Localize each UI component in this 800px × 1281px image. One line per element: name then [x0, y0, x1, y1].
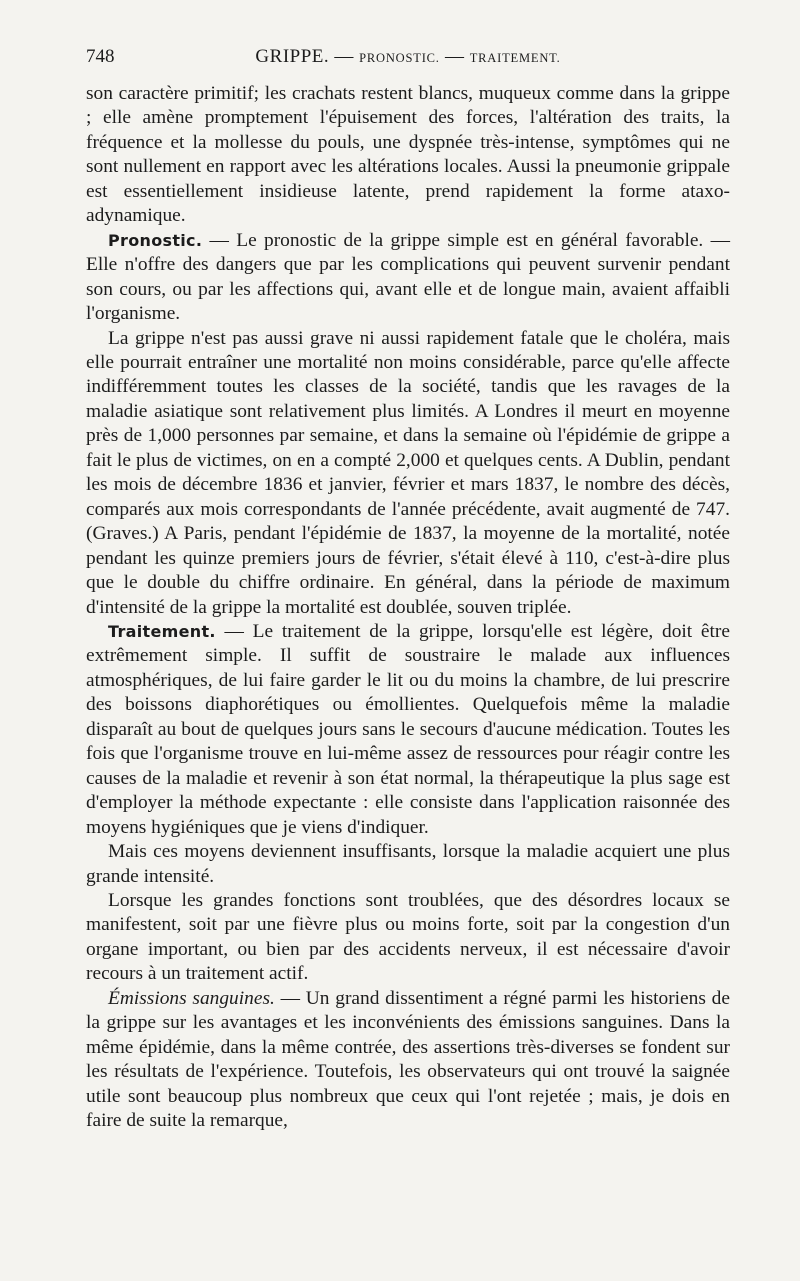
running-title: [86, 46, 730, 68]
paragraph-emissions: [86, 987, 730, 1134]
paragraph-text: — Un grand dissentiment a régné parmi les historiens de la grippe sur les avantages et les inconvénients des émissions sanguines. Dans la même épidémie, dans la même contrée, des assertions très-diverses se fondent sur les résultats de l'expérience. Toutefois, les observateurs qui ont trouvé la saignée utile sont beaucoup plus nombreux que ceux qui l'ont rejetée ; mais, je dois en faire de suite la remarque,: [86, 987, 730, 1132]
section-heading-pronostic: Pronostic.: [108, 230, 203, 250]
section-heading-emissions-sanguines: Émissions sanguines.: [108, 987, 275, 1009]
running-title-section-pronostic: PRONOSTIC.: [359, 51, 440, 65]
paragraph-text: — Le pronostic de la grippe simple est en général favorable. — Elle n'offre des dangers que par les complications qui peuvent survenir pendant son cours, ou par les affections qui, avant elle et de longue main, avaient affaibli l'organisme.: [86, 229, 730, 325]
paragraph-text: — Le traitement de la grippe, lorsqu'elle est légère, doit être extrêmement simple. Il suffit de soustraire le malade aux influences atmosphériques, de lui faire garder le lit ou du moins la chambre, de lui prescrire des boissons diaphorétiques ou émollientes. Quelquefois même la maladie disparaît au bout de quelques jours sans le secours d'aucune médication. Toutes les fois que l'organisme trouve en lui-même assez de ressources pour réagir contre les causes de la maladie et revenir à son état normal, la thérapeutique la plus sage est d'employer la méthode expectante : elle consiste dans l'application raisonnée des moyens hygiéniques que je viens d'indiquer.: [86, 620, 730, 838]
page-number: 748: [86, 46, 115, 67]
paragraph-insufficient-means: Mais ces moyens deviennent insuffisants, lorsque la maladie acquiert une plus grande intensité.: [86, 841, 730, 887]
running-title-dash: —: [329, 46, 360, 67]
paragraph-pronostic: [86, 229, 730, 327]
page-body: [86, 82, 730, 1133]
running-title-main: GRIPPE.: [255, 46, 330, 67]
running-title-section-traitement: TRAITEMENT.: [469, 51, 561, 65]
running-title-dash: —: [439, 46, 470, 67]
paragraph-traitement: [86, 620, 730, 840]
paragraph-continuation: son caractère primitif; les crachats restent blancs, muqueux comme dans la grippe ; elle amène promptement l'épuisement des forces, l'altération des traits, la fréquence et la mollesse du pouls, une dyspnée très-intense, symptômes qui ne sont nullement en rapport avec les altérations locales. Aussi la pneumonie grippale est essentiellement insidieuse latente, prend rapidement la forme ataxo-adynamique.: [86, 83, 730, 227]
running-header: [86, 44, 730, 74]
paragraph-mortality: La grippe n'est pas aussi grave ni aussi rapidement fatale que le choléra, mais elle pourrait entraîner une mortalité non moins considérable, parce qu'elle affecte indifféremment toutes les classes de la société, tandis que les ravages de la maladie asiatique sont relativement plus limités. A Londres il meurt en moyenne près de 1,000 personnes par semaine, et dans la semaine où l'épidémie de grippe a fait le plus de victimes, on en a compté 2,000 et quelques cents. A Dublin, pendant les mois de décembre 1836 et janvier, février et mars 1837, le nombre des décès, comparés aux mois correspondants de l'année précédente, avait augmenté de 747. (Graves.) A Paris, pendant l'épidémie de 1837, la moyenne de la mortalité, notée pendant les quinze premiers jours de février, s'était élevé à 110, c'est-à-dire plus que le double du chiffre ordinaire. En général, dans la période de maximum d'intensité de la grippe la mortalité est doublée, souven triplée.: [86, 327, 730, 618]
paragraph-active-treatment: Lorsque les grandes fonctions sont troublées, que des désordres locaux se manifestent, soit par une fièvre plus ou moins forte, soit par la congestion d'un organe important, ou bien par des accidents nerveux, il est nécessaire d'avoir recours à un traitement actif.: [86, 889, 730, 985]
section-heading-traitement: Traitement.: [108, 621, 216, 641]
